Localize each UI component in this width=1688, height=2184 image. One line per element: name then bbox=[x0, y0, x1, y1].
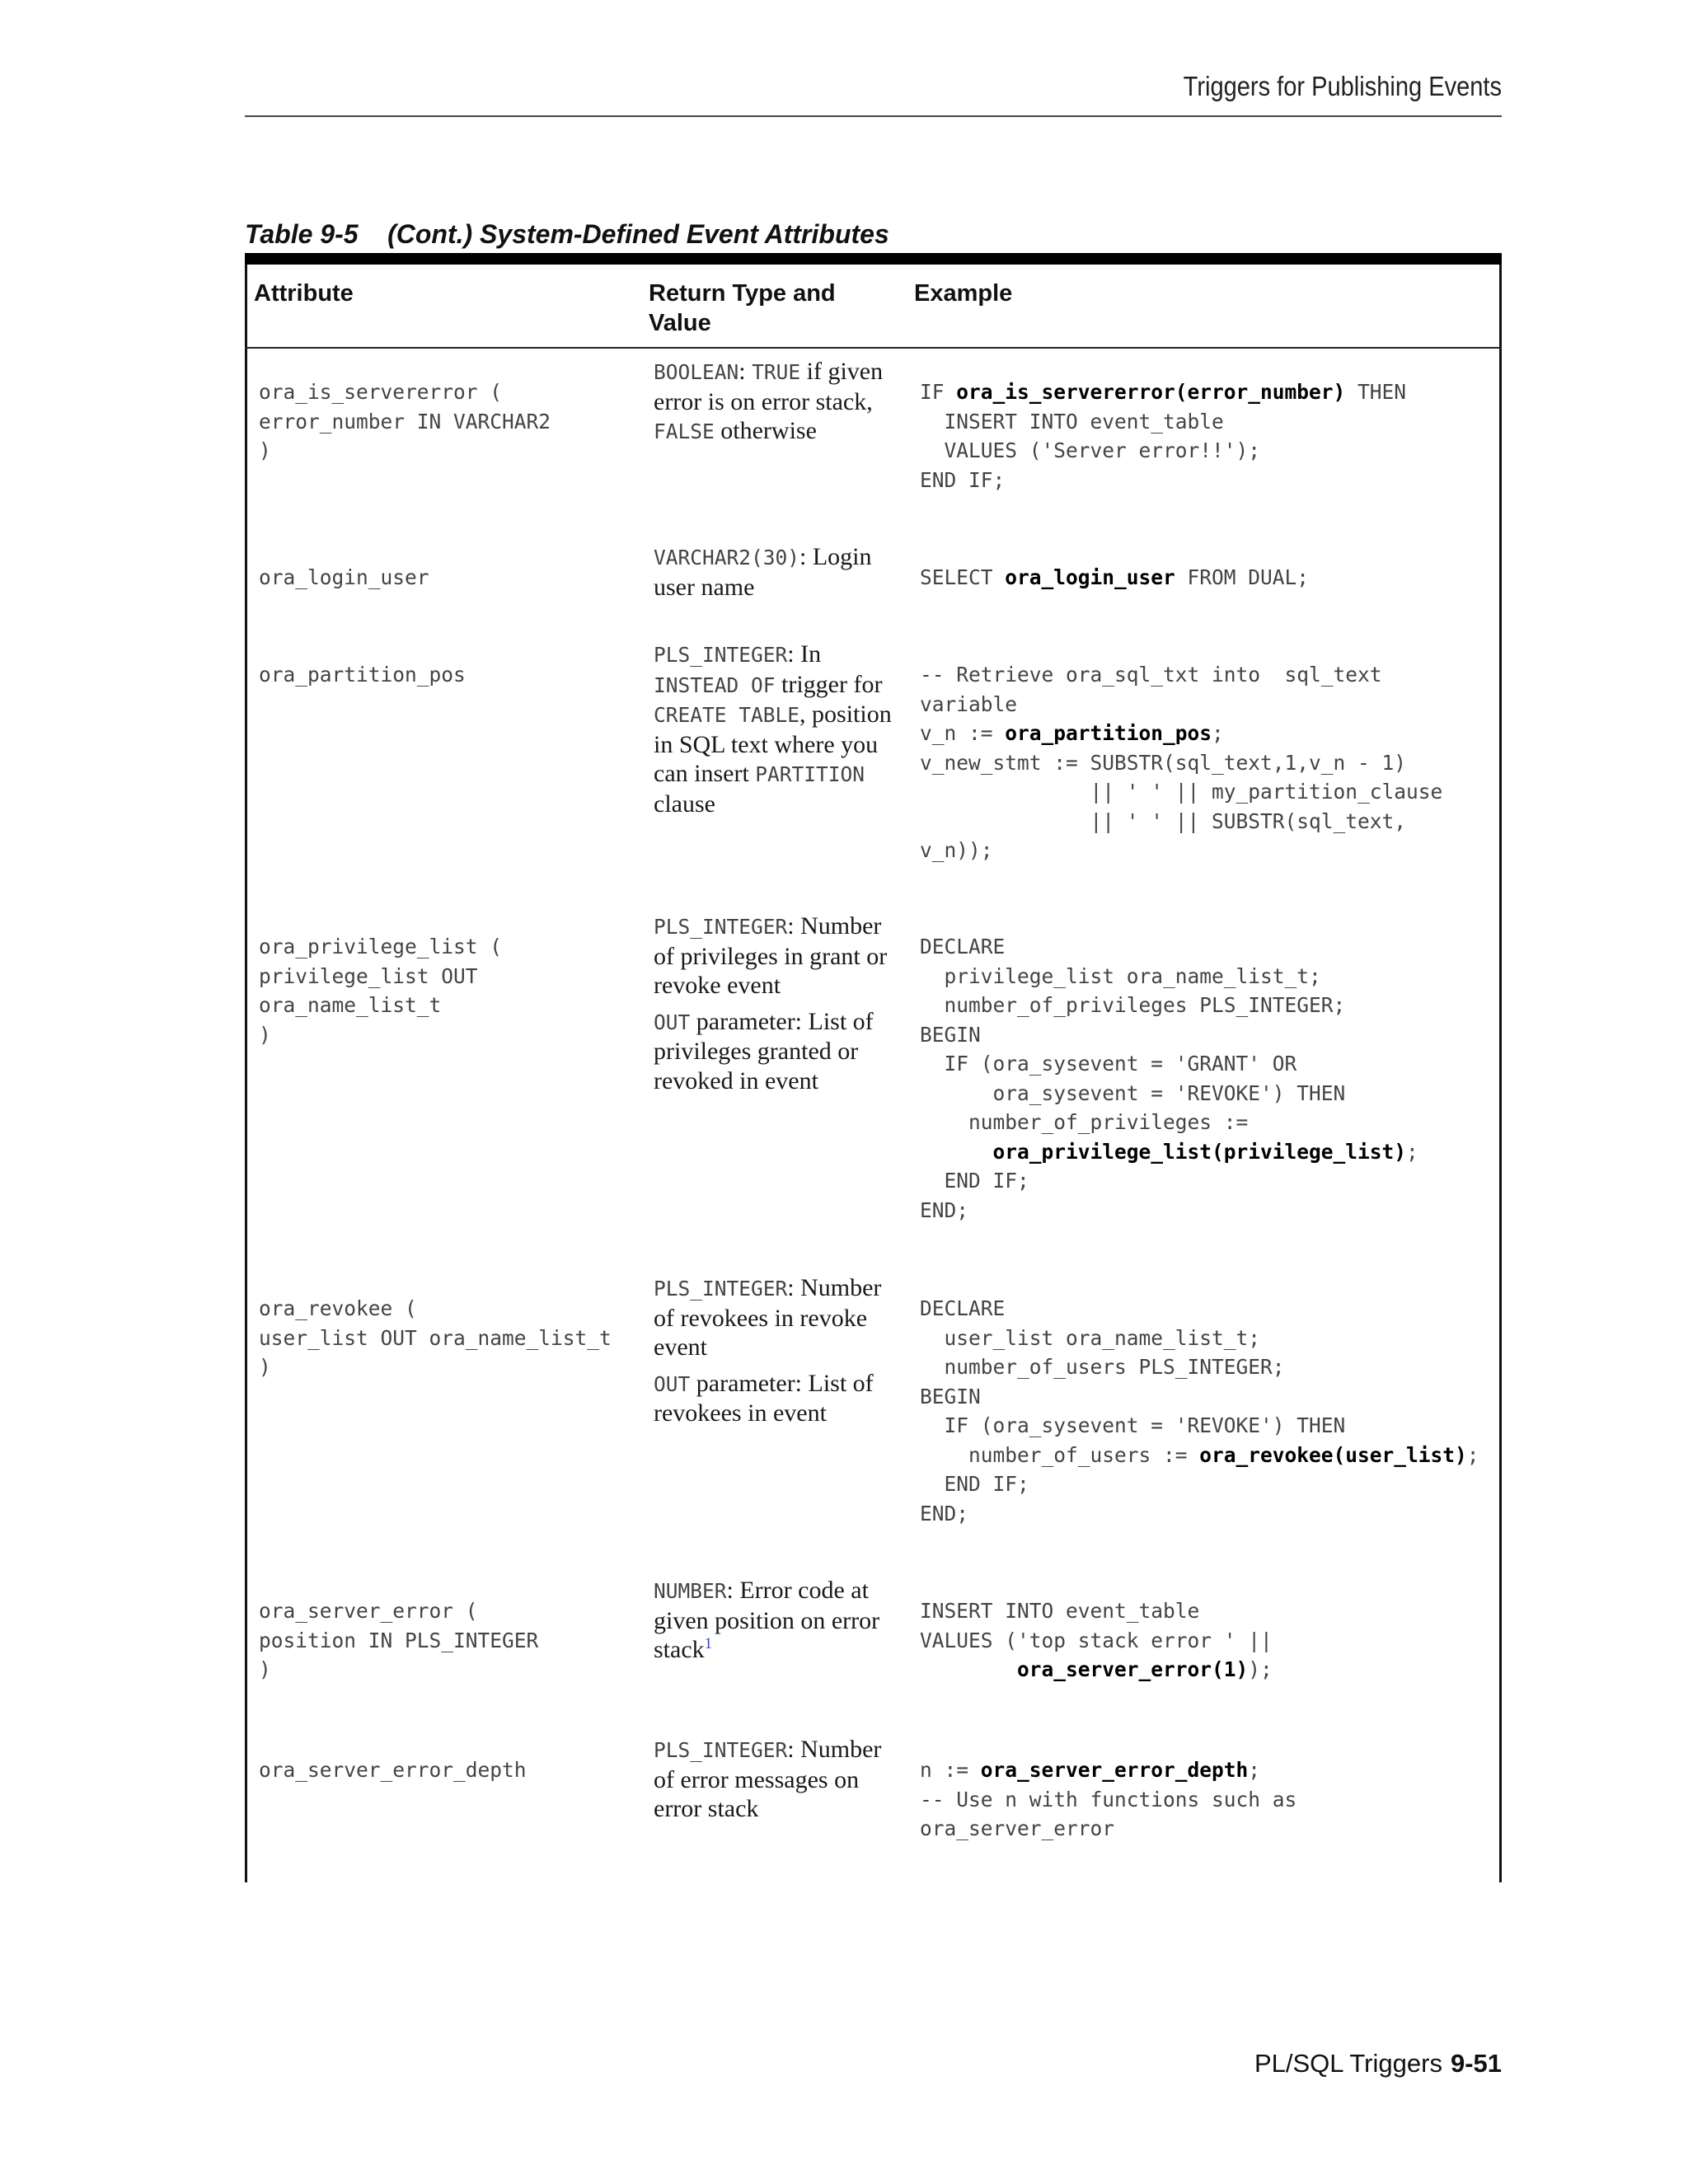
inline-code: PLS_INTEGER bbox=[654, 915, 788, 939]
code-line bbox=[920, 563, 1497, 593]
code-text: privilege_list ora_name_list_t; bbox=[920, 963, 1321, 988]
code-line bbox=[920, 807, 1497, 837]
return-text: : bbox=[738, 358, 753, 385]
return-text: : Number of error messages on error stack bbox=[654, 1736, 882, 1822]
code-line bbox=[920, 1079, 1497, 1108]
code-text: n := bbox=[920, 1758, 981, 1782]
return-text: if given error is on error stack, bbox=[654, 358, 884, 415]
example-cell bbox=[920, 563, 1497, 593]
code-text: ; bbox=[1212, 721, 1224, 745]
code-emphasis: ora_is_servererror(error_number) bbox=[956, 380, 1346, 404]
table-caption: Table 9-5 (Cont.) System-Defined Event Attributes bbox=[245, 219, 889, 249]
table-top-bar bbox=[245, 253, 1502, 265]
return-text: : Number of revokees in revoke event bbox=[654, 1274, 882, 1361]
column-header-example: Example bbox=[914, 280, 1013, 307]
code-line bbox=[920, 1166, 1497, 1196]
inline-code: NUMBER bbox=[654, 1579, 727, 1603]
code-line bbox=[920, 436, 1497, 466]
footnote-ref: 1 bbox=[704, 1635, 713, 1652]
code-text: VALUES ('top stack error ' || bbox=[920, 1628, 1273, 1652]
code-emphasis: ora_partition_pos bbox=[1005, 721, 1212, 745]
code-text: number_of_privileges := bbox=[920, 1110, 1249, 1134]
return-cell bbox=[654, 1735, 901, 1830]
code-text: BEGIN bbox=[920, 1384, 981, 1408]
header-row-rule bbox=[245, 347, 1502, 349]
return-text: : Error code at given position on error stack bbox=[654, 1577, 880, 1663]
code-text: v_n)); bbox=[920, 838, 993, 862]
example-cell bbox=[920, 660, 1497, 865]
return-text: , position in SQL text where you can insert bbox=[654, 701, 892, 787]
code-line bbox=[920, 1441, 1497, 1470]
return-paragraph bbox=[654, 1273, 901, 1362]
code-line bbox=[920, 660, 1497, 690]
code-emphasis: ora_privilege_list(privilege_list) bbox=[992, 1139, 1407, 1164]
return-text: parameter: List of privileges granted or revoked in event bbox=[654, 1007, 874, 1094]
code-line bbox=[920, 962, 1497, 991]
code-emphasis: ora_revokee(user_list) bbox=[1199, 1442, 1467, 1467]
return-text: trigger for bbox=[775, 670, 883, 698]
code-text: INSERT INTO event_table bbox=[920, 409, 1224, 434]
code-line bbox=[920, 1352, 1497, 1382]
code-line bbox=[920, 377, 1497, 407]
table-right-border bbox=[1499, 265, 1502, 1882]
return-text: : Number of privileges in grant or revoke event bbox=[654, 912, 888, 999]
return-paragraph bbox=[654, 640, 901, 818]
code-line bbox=[920, 836, 1497, 865]
code-text: INSERT INTO event_table bbox=[920, 1599, 1200, 1623]
code-text: SELECT bbox=[920, 565, 1006, 589]
code-line bbox=[920, 991, 1497, 1020]
return-cell bbox=[654, 1273, 901, 1435]
code-line bbox=[920, 932, 1497, 962]
inline-code: BOOLEAN bbox=[654, 360, 739, 384]
header-rule bbox=[245, 115, 1502, 117]
code-emphasis: ora_server_error_depth bbox=[980, 1758, 1249, 1782]
code-line bbox=[920, 466, 1497, 495]
code-text: number_of_users PLS_INTEGER; bbox=[920, 1355, 1285, 1379]
code-line bbox=[920, 1469, 1497, 1499]
return-text: parameter: List of revokees in event bbox=[654, 1369, 874, 1427]
code-line bbox=[920, 748, 1497, 778]
code-line bbox=[920, 1382, 1497, 1412]
code-line bbox=[920, 1108, 1497, 1137]
code-text: FROM DUAL; bbox=[1175, 565, 1310, 589]
return-paragraph bbox=[654, 357, 901, 447]
code-text bbox=[920, 1657, 1017, 1681]
code-text: -- Use n with functions such as bbox=[920, 1787, 1297, 1811]
code-line bbox=[920, 1411, 1497, 1441]
code-line bbox=[920, 690, 1497, 719]
attribute-cell: ora_revokee ( user_list OUT ora_name_list_t ) bbox=[259, 1296, 612, 1379]
code-text: ora_sysevent = 'REVOKE') THEN bbox=[920, 1080, 1346, 1105]
return-paragraph bbox=[654, 912, 901, 1001]
code-text bbox=[920, 1140, 993, 1164]
code-text: IF bbox=[920, 380, 957, 404]
code-text: IF (ora_sysevent = 'GRANT' OR bbox=[920, 1052, 1297, 1076]
code-text: ; bbox=[1466, 1442, 1479, 1467]
return-paragraph bbox=[654, 1007, 901, 1096]
inline-code: FALSE bbox=[654, 419, 715, 443]
return-cell bbox=[654, 542, 901, 608]
code-line bbox=[920, 1324, 1497, 1353]
code-line bbox=[920, 777, 1497, 807]
inline-code: CREATE TABLE bbox=[654, 703, 800, 727]
code-text: -- Retrieve ora_sql_txt into sql_text bbox=[920, 663, 1382, 687]
return-text: : Login user name bbox=[654, 543, 872, 601]
return-text: otherwise bbox=[714, 417, 817, 444]
code-line bbox=[920, 1137, 1497, 1167]
page-number: 9-51 bbox=[1450, 2049, 1502, 2078]
code-text: ; bbox=[1406, 1139, 1418, 1164]
example-cell bbox=[920, 932, 1497, 1225]
code-text: END; bbox=[920, 1197, 969, 1222]
code-line bbox=[920, 1655, 1497, 1685]
inline-code: PLS_INTEGER bbox=[654, 1277, 788, 1301]
code-text: IF (ora_sysevent = 'REVOKE') THEN bbox=[920, 1413, 1346, 1437]
code-text: BEGIN bbox=[920, 1022, 981, 1047]
attribute-cell: ora_privilege_list ( privilege_list OUT ora_name_list_t ) bbox=[259, 935, 503, 1047]
code-text: VALUES ('Server error!!'); bbox=[920, 438, 1261, 462]
attribute-cell: ora_login_user bbox=[259, 565, 429, 589]
code-line bbox=[920, 1785, 1497, 1815]
code-text: END IF; bbox=[920, 1169, 1029, 1193]
example-cell bbox=[920, 1755, 1497, 1844]
code-text: END; bbox=[920, 1501, 969, 1526]
return-text: : In bbox=[787, 640, 822, 668]
code-text: ora_server_error bbox=[920, 1816, 1115, 1840]
example-cell bbox=[920, 377, 1497, 494]
code-line bbox=[920, 1049, 1497, 1079]
code-line bbox=[920, 1626, 1497, 1656]
code-text: END IF; bbox=[920, 467, 1006, 492]
return-cell bbox=[654, 912, 901, 1102]
code-text: number_of_users := bbox=[920, 1442, 1200, 1467]
code-line bbox=[920, 719, 1497, 748]
attribute-cell: ora_partition_pos bbox=[259, 663, 466, 687]
inline-code: VARCHAR2(30) bbox=[654, 546, 800, 569]
return-paragraph bbox=[654, 1369, 901, 1428]
running-header: Triggers for Publishing Events bbox=[1183, 71, 1502, 101]
return-paragraph bbox=[654, 542, 901, 602]
code-text: v_new_stmt := SUBSTR(sql_text,1,v_n - 1) bbox=[920, 750, 1407, 775]
example-cell bbox=[920, 1294, 1497, 1528]
code-line bbox=[920, 1294, 1497, 1324]
inline-code: TRUE bbox=[752, 360, 801, 384]
code-text: number_of_privileges PLS_INTEGER; bbox=[920, 993, 1346, 1017]
inline-code: OUT bbox=[654, 1010, 691, 1034]
code-text: v_n := bbox=[920, 721, 1006, 745]
code-text: THEN bbox=[1345, 380, 1407, 404]
column-header-attribute: Attribute bbox=[254, 280, 354, 307]
code-text: ; bbox=[1248, 1758, 1261, 1782]
return-cell bbox=[654, 357, 901, 453]
code-text: DECLARE bbox=[920, 1296, 1006, 1320]
code-emphasis: ora_server_error(1) bbox=[1017, 1657, 1249, 1681]
code-line bbox=[920, 1755, 1497, 1785]
code-line bbox=[920, 1020, 1497, 1050]
code-line bbox=[920, 1596, 1497, 1626]
code-text: ); bbox=[1248, 1657, 1273, 1681]
return-cell bbox=[654, 640, 901, 825]
code-text: variable bbox=[920, 691, 1018, 716]
table-left-border bbox=[245, 265, 247, 1882]
inline-code: PLS_INTEGER bbox=[654, 1738, 788, 1762]
attribute-cell: ora_server_error_depth bbox=[259, 1758, 527, 1782]
return-cell bbox=[654, 1576, 901, 1671]
return-paragraph bbox=[654, 1735, 901, 1824]
footer-title: PL/SQL Triggers bbox=[1254, 2049, 1442, 2078]
code-emphasis: ora_login_user bbox=[1005, 565, 1175, 589]
code-text: || ' ' || SUBSTR(sql_text, bbox=[920, 808, 1407, 833]
return-text: clause bbox=[654, 790, 715, 818]
example-cell bbox=[920, 1596, 1497, 1685]
code-line bbox=[920, 1814, 1497, 1844]
attribute-cell: ora_is_servererror ( error_number IN VARCHAR2 ) bbox=[259, 380, 551, 462]
inline-code: OUT bbox=[654, 1371, 691, 1396]
code-text: DECLARE bbox=[920, 935, 1006, 958]
code-line bbox=[920, 1499, 1497, 1529]
inline-code: INSTEAD OF bbox=[654, 673, 776, 697]
attribute-cell: ora_server_error ( position IN PLS_INTEGER ) bbox=[259, 1599, 539, 1681]
page-footer bbox=[1254, 2049, 1502, 2079]
code-text: user_list ora_name_list_t; bbox=[920, 1325, 1261, 1350]
column-header-return-type: Return Type and Value bbox=[649, 280, 836, 336]
inline-code: PLS_INTEGER bbox=[654, 643, 788, 667]
code-text: END IF; bbox=[920, 1472, 1029, 1496]
code-text: || ' ' || my_partition_clause bbox=[920, 780, 1443, 804]
code-line bbox=[920, 1196, 1497, 1226]
return-paragraph bbox=[654, 1576, 901, 1665]
code-line bbox=[920, 407, 1497, 437]
inline-code: PARTITION bbox=[755, 762, 865, 786]
